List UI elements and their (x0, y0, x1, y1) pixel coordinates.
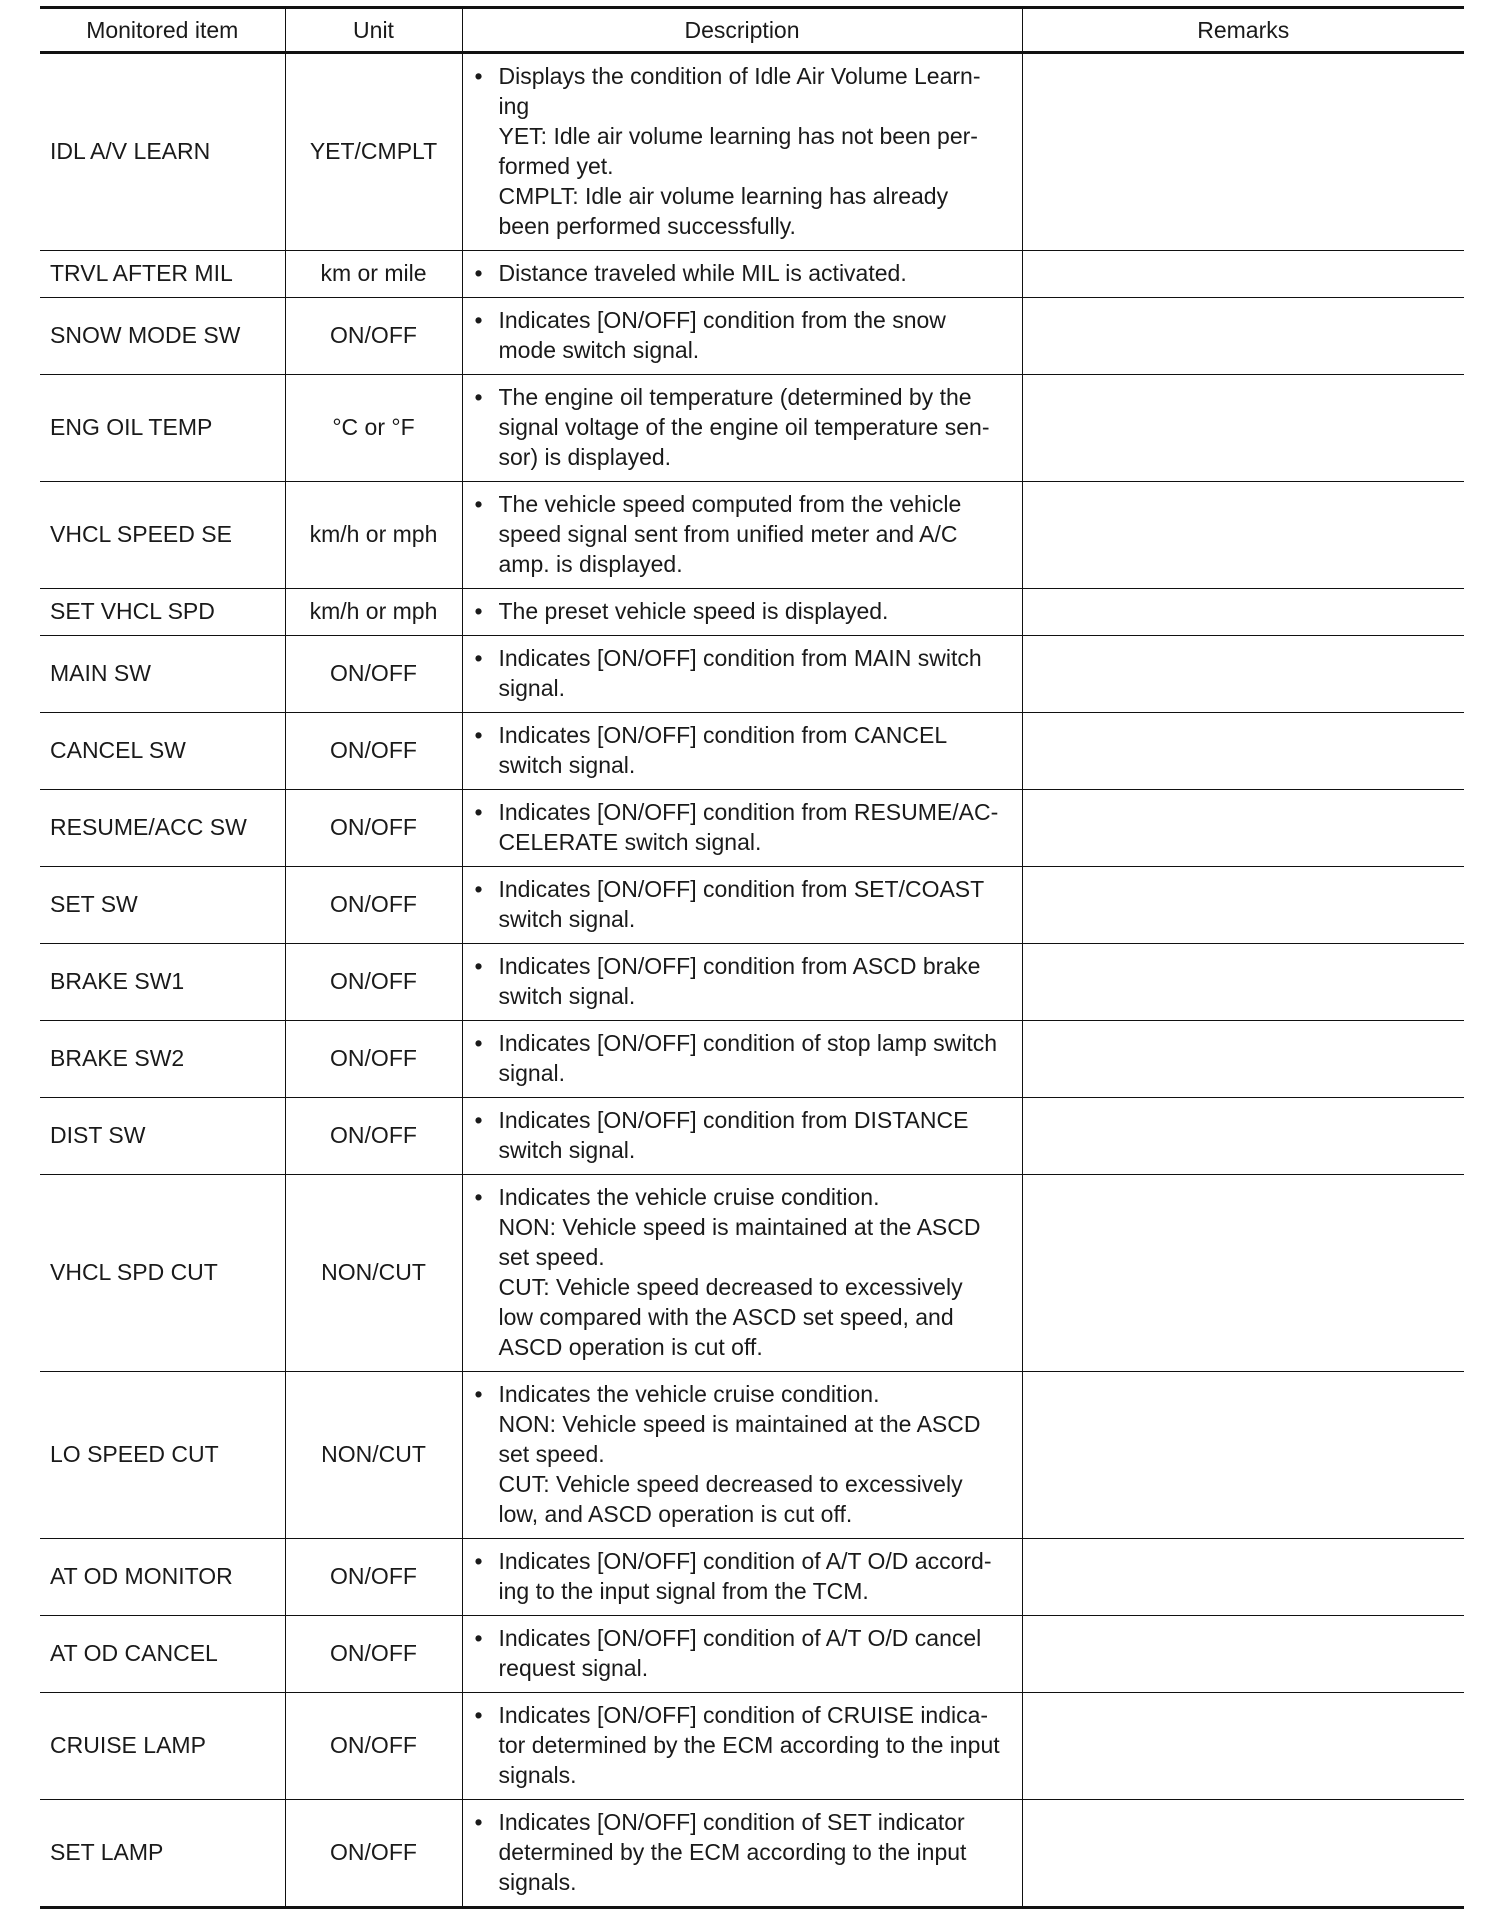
description-line: amp. is displayed. (498, 551, 683, 577)
description-line: signal voltage of the engine oil temperature sen- (498, 414, 990, 440)
bullet-dot-icon: • (474, 1184, 483, 1210)
description-cell (462, 589, 1022, 636)
header-remarks: Remarks (1022, 8, 1464, 53)
description-bullet (473, 643, 1012, 703)
header-unit: Unit (285, 8, 462, 53)
table-row (40, 867, 1464, 944)
table-row (40, 1800, 1464, 1908)
description-cell (462, 1693, 1022, 1800)
description-line: Indicates [ON/OFF] condition from the snow (498, 307, 946, 333)
bullet-dot-icon: • (474, 876, 483, 902)
description-line: Indicates [ON/OFF] condition from CANCEL (498, 722, 948, 748)
description-line: sor) is displayed. (498, 444, 672, 470)
monitored-item-cell: AT OD MONITOR (40, 1539, 285, 1616)
description-line: switch signal. (498, 1137, 636, 1163)
description-line: Indicates [ON/OFF] condition of A/T O/D cancel (498, 1625, 982, 1651)
description-bullet (473, 951, 1012, 1011)
description-line: Indicates [ON/OFF] condition from SET/COAST (498, 876, 985, 902)
description-cell (462, 298, 1022, 375)
unit-cell: ON/OFF (285, 1098, 462, 1175)
description-bullet (473, 1028, 1012, 1088)
header-description: Description (462, 8, 1022, 53)
remarks-cell (1022, 589, 1464, 636)
description-bullet (473, 596, 1012, 626)
description-line: set speed. (498, 1244, 605, 1270)
description-line: switch signal. (498, 906, 636, 932)
remarks-cell (1022, 1800, 1464, 1908)
table-row (40, 636, 1464, 713)
monitored-item-cell: MAIN SW (40, 636, 285, 713)
unit-cell: NON/CUT (285, 1175, 462, 1372)
monitored-item-cell: SET VHCL SPD (40, 589, 285, 636)
unit-cell: ON/OFF (285, 1539, 462, 1616)
table-row (40, 1539, 1464, 1616)
description-line: low compared with the ASCD set speed, and (498, 1304, 954, 1330)
unit-cell: YET/CMPLT (285, 53, 462, 251)
table-row (40, 790, 1464, 867)
bullet-dot-icon: • (474, 953, 483, 979)
bullet-dot-icon: • (474, 63, 483, 89)
description-line: The preset vehicle speed is displayed. (498, 598, 889, 624)
description-line: The engine oil temperature (determined by the (498, 384, 972, 410)
remarks-cell (1022, 375, 1464, 482)
header-monitored-item: Monitored item (40, 8, 285, 53)
table-row (40, 713, 1464, 790)
description-line: signals. (498, 1869, 577, 1895)
unit-cell: km or mile (285, 251, 462, 298)
description-line: Indicates [ON/OFF] condition of stop lamp switch (498, 1030, 998, 1056)
unit-cell: ON/OFF (285, 867, 462, 944)
unit-cell: km/h or mph (285, 589, 462, 636)
monitored-item-cell: RESUME/ACC SW (40, 790, 285, 867)
monitored-item-cell: DIST SW (40, 1098, 285, 1175)
remarks-cell (1022, 251, 1464, 298)
description-bullet (473, 1807, 1012, 1897)
description-line: signals. (498, 1762, 577, 1788)
remarks-cell (1022, 1616, 1464, 1693)
table-row (40, 944, 1464, 1021)
table-row (40, 589, 1464, 636)
monitored-item-cell: TRVL AFTER MIL (40, 251, 285, 298)
bullet-dot-icon: • (474, 260, 483, 286)
description-cell (462, 944, 1022, 1021)
description-line: Indicates [ON/OFF] condition of A/T O/D accord- (498, 1548, 992, 1574)
remarks-cell (1022, 790, 1464, 867)
description-line: set speed. (498, 1441, 605, 1467)
table-row (40, 251, 1464, 298)
description-line: low, and ASCD operation is cut off. (498, 1501, 853, 1527)
remarks-cell (1022, 53, 1464, 251)
description-bullet (473, 305, 1012, 365)
table-row (40, 1372, 1464, 1539)
description-line: switch signal. (498, 752, 636, 778)
monitored-item-cell: ENG OIL TEMP (40, 375, 285, 482)
description-line: Displays the condition of Idle Air Volume Learn- (498, 63, 981, 89)
description-line: Indicates [ON/OFF] condition from RESUME/AC- (498, 799, 999, 825)
table-row (40, 53, 1464, 251)
description-bullet (473, 61, 1012, 241)
description-line: CMPLT: Idle air volume learning has already (498, 183, 949, 209)
description-cell (462, 53, 1022, 251)
description-bullet (473, 258, 1012, 288)
description-line: Distance traveled while MIL is activated. (498, 260, 907, 286)
bullet-dot-icon: • (474, 1548, 483, 1574)
monitored-item-cell: CRUISE LAMP (40, 1693, 285, 1800)
description-line: formed yet. (498, 153, 614, 179)
description-line: Indicates [ON/OFF] condition of CRUISE indica- (498, 1702, 989, 1728)
description-line: CUT: Vehicle speed decreased to excessively (498, 1274, 963, 1300)
description-bullet (473, 489, 1012, 579)
unit-cell: ON/OFF (285, 790, 462, 867)
unit-cell: ON/OFF (285, 1021, 462, 1098)
table-row (40, 298, 1464, 375)
remarks-cell (1022, 944, 1464, 1021)
description-line: Indicates [ON/OFF] condition from ASCD brake (498, 953, 981, 979)
table-row (40, 1693, 1464, 1800)
table-row (40, 482, 1464, 589)
description-line: CELERATE switch signal. (498, 829, 762, 855)
description-bullet (473, 874, 1012, 934)
bullet-dot-icon: • (474, 1030, 483, 1056)
monitored-item-cell: VHCL SPEED SE (40, 482, 285, 589)
unit-cell: NON/CUT (285, 1372, 462, 1539)
description-line: mode switch signal. (498, 337, 700, 363)
bullet-dot-icon: • (474, 491, 483, 517)
unit-cell: ON/OFF (285, 944, 462, 1021)
description-line: signal. (498, 1060, 565, 1086)
description-line: speed signal sent from unified meter and A/C (498, 521, 958, 547)
unit-cell: °C or °F (285, 375, 462, 482)
description-cell (462, 1616, 1022, 1693)
description-bullet (473, 720, 1012, 780)
description-cell (462, 713, 1022, 790)
bullet-dot-icon: • (474, 1625, 483, 1651)
description-line: NON: Vehicle speed is maintained at the ASCD (498, 1214, 981, 1240)
bullet-dot-icon: • (474, 645, 483, 671)
bullet-dot-icon: • (474, 384, 483, 410)
bullet-dot-icon: • (474, 1809, 483, 1835)
table-row (40, 1021, 1464, 1098)
description-bullet (473, 382, 1012, 472)
remarks-cell (1022, 1539, 1464, 1616)
description-bullet (473, 1623, 1012, 1683)
description-line: Indicates the vehicle cruise condition. (498, 1381, 880, 1407)
description-cell (462, 251, 1022, 298)
description-cell (462, 636, 1022, 713)
bullet-dot-icon: • (474, 598, 483, 624)
description-cell (462, 867, 1022, 944)
table-row (40, 1098, 1464, 1175)
unit-cell: ON/OFF (285, 713, 462, 790)
monitored-item-cell: CANCEL SW (40, 713, 285, 790)
bullet-dot-icon: • (474, 1381, 483, 1407)
description-line: signal. (498, 675, 565, 701)
monitored-item-cell: AT OD CANCEL (40, 1616, 285, 1693)
description-line: ASCD operation is cut off. (498, 1334, 763, 1360)
description-line: YET: Idle air volume learning has not been per- (498, 123, 978, 149)
description-bullet (473, 1105, 1012, 1165)
remarks-cell (1022, 713, 1464, 790)
description-line: The vehicle speed computed from the vehicle (498, 491, 962, 517)
monitored-item-cell: SNOW MODE SW (40, 298, 285, 375)
description-line: Indicates [ON/OFF] condition from DISTANCE (498, 1107, 969, 1133)
description-cell (462, 1800, 1022, 1908)
unit-cell: ON/OFF (285, 636, 462, 713)
bullet-dot-icon: • (474, 307, 483, 333)
table-row (40, 375, 1464, 482)
remarks-cell (1022, 298, 1464, 375)
table-header-row (40, 8, 1464, 53)
remarks-cell (1022, 1098, 1464, 1175)
monitored-item-cell: IDL A/V LEARN (40, 53, 285, 251)
description-bullet (473, 797, 1012, 857)
unit-cell: ON/OFF (285, 1800, 462, 1908)
description-line: tor determined by the ECM according to the input (498, 1732, 1000, 1758)
monitored-item-cell: LO SPEED CUT (40, 1372, 285, 1539)
description-line: NON: Vehicle speed is maintained at the ASCD (498, 1411, 981, 1437)
description-bullet (473, 1546, 1012, 1606)
monitored-item-cell: BRAKE SW1 (40, 944, 285, 1021)
description-line: determined by the ECM according to the input (498, 1839, 967, 1865)
bullet-dot-icon: • (474, 1107, 483, 1133)
description-cell (462, 1098, 1022, 1175)
table-row (40, 1616, 1464, 1693)
remarks-cell (1022, 1693, 1464, 1800)
description-cell (462, 1175, 1022, 1372)
description-line: Indicates the vehicle cruise condition. (498, 1184, 880, 1210)
unit-cell: ON/OFF (285, 1693, 462, 1800)
remarks-cell (1022, 636, 1464, 713)
description-line: ing (498, 93, 530, 119)
description-bullet (473, 1379, 1012, 1529)
description-line: switch signal. (498, 983, 636, 1009)
unit-cell: km/h or mph (285, 482, 462, 589)
bullet-dot-icon: • (474, 722, 483, 748)
description-cell (462, 375, 1022, 482)
monitored-item-cell: SET LAMP (40, 1800, 285, 1908)
monitored-item-cell: VHCL SPD CUT (40, 1175, 285, 1372)
remarks-cell (1022, 1021, 1464, 1098)
table-row (40, 1175, 1464, 1372)
description-cell (462, 790, 1022, 867)
remarks-cell (1022, 1372, 1464, 1539)
description-line: CUT: Vehicle speed decreased to excessively (498, 1471, 963, 1497)
description-line: Indicates [ON/OFF] condition of SET indicator (498, 1809, 965, 1835)
monitored-item-cell: SET SW (40, 867, 285, 944)
bullet-dot-icon: • (474, 799, 483, 825)
description-line: ing to the input signal from the TCM. (498, 1578, 869, 1604)
remarks-cell (1022, 482, 1464, 589)
monitored-item-cell: BRAKE SW2 (40, 1021, 285, 1098)
description-cell (462, 482, 1022, 589)
remarks-cell (1022, 1175, 1464, 1372)
description-cell (462, 1539, 1022, 1616)
unit-cell: ON/OFF (285, 1616, 462, 1693)
unit-cell: ON/OFF (285, 298, 462, 375)
remarks-cell (1022, 867, 1464, 944)
description-line: Indicates [ON/OFF] condition from MAIN switch (498, 645, 982, 671)
description-cell (462, 1372, 1022, 1539)
bullet-dot-icon: • (474, 1702, 483, 1728)
description-line: request signal. (498, 1655, 649, 1681)
description-cell (462, 1021, 1022, 1098)
description-bullet (473, 1182, 1012, 1362)
monitor-items-table (40, 6, 1464, 1909)
description-line: been performed successfully. (498, 213, 796, 239)
description-bullet (473, 1700, 1012, 1790)
